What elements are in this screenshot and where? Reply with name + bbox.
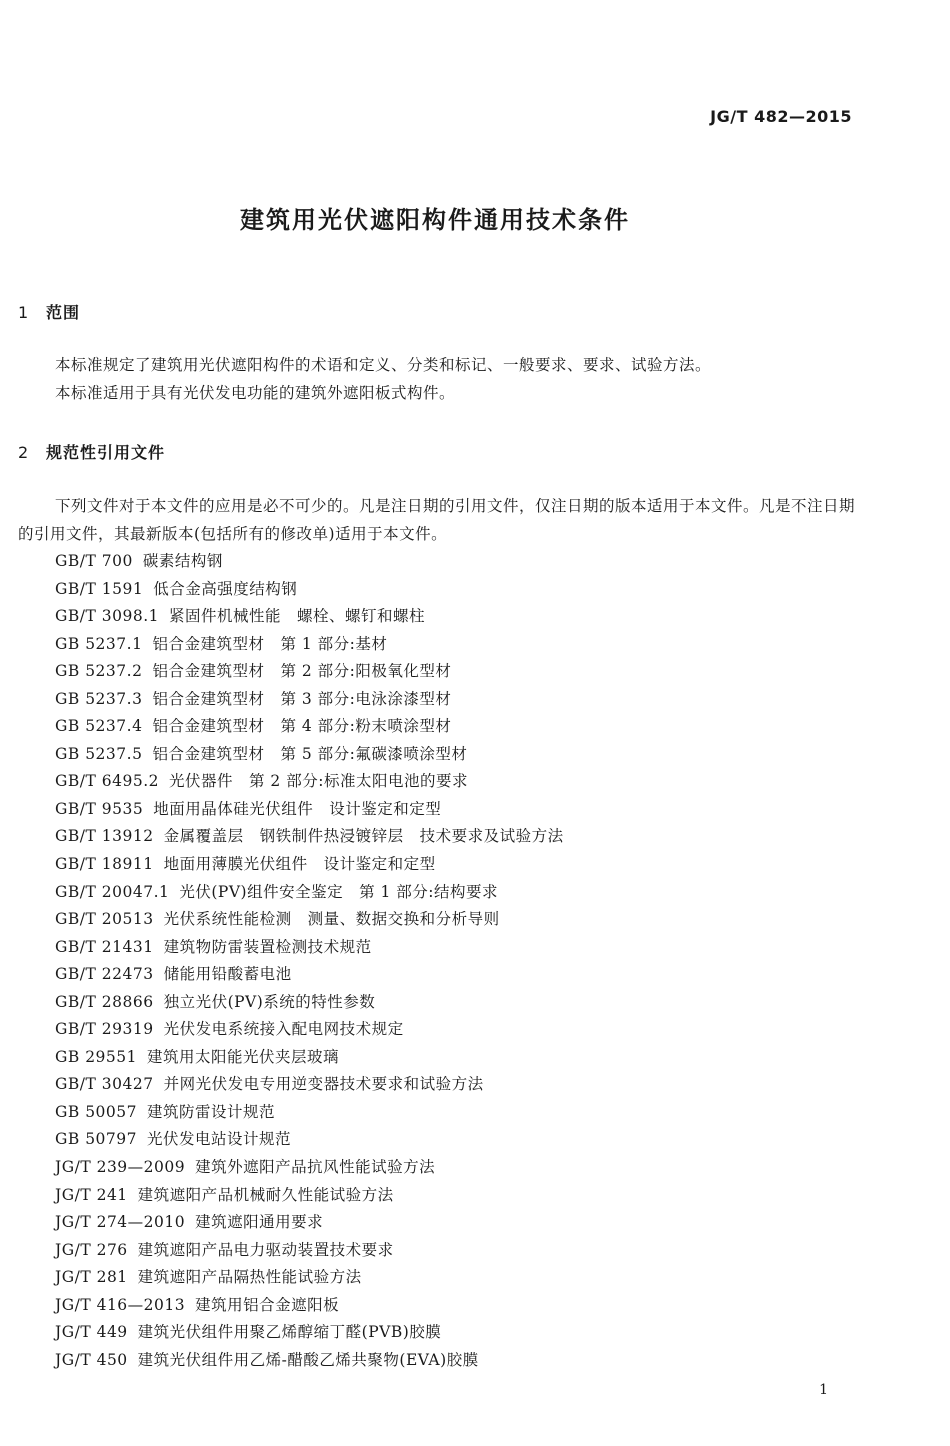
reference-title: 建筑外遮阳产品抗风性能试验方法	[195, 1158, 436, 1177]
reference-code: GB 5237.3	[55, 689, 143, 708]
reference-title: 建筑遮阳通用要求	[195, 1213, 324, 1232]
reference-title: 紧固件机械性能 螺栓、螺钉和螺柱	[169, 607, 426, 626]
section-title: 规范性引用文件	[46, 443, 166, 462]
reference-item	[55, 796, 564, 824]
reference-item	[55, 686, 564, 714]
reference-code: GB 5237.1	[55, 634, 143, 653]
reference-title: 地面用薄膜光伏组件 设计鉴定和定型	[163, 855, 436, 874]
reference-item	[55, 1182, 564, 1210]
reference-title: 建筑光伏组件用乙烯-醋酸乙烯共聚物(EVA)胶膜	[137, 1350, 479, 1369]
reference-title: 储能用铅酸蓄电池	[163, 965, 292, 984]
reference-title: 碳素结构钢	[142, 552, 223, 570]
reference-title: 低合金高强度结构钢	[153, 579, 298, 598]
reference-item	[55, 1016, 564, 1044]
reference-code: GB/T 22473	[55, 965, 154, 984]
reference-code: GB/T 9535	[55, 799, 144, 818]
reference-title: 建筑光伏组件用聚乙烯醇缩丁醛(PVB)胶膜	[137, 1323, 442, 1342]
page-number: 1	[819, 1382, 828, 1398]
reference-item	[55, 1347, 564, 1375]
reference-code: GB/T 700	[55, 552, 133, 570]
reference-title: 铝合金建筑型材 第 2 部分:阳极氧化型材	[152, 662, 452, 681]
reference-code: GB/T 20047.1	[55, 882, 170, 901]
reference-code: GB 5237.5	[55, 744, 143, 763]
section-heading-normative-references	[18, 440, 165, 463]
reference-item	[55, 1154, 564, 1182]
reference-title: 建筑遮阳产品机械耐久性能试验方法	[137, 1185, 394, 1204]
reference-code: GB/T 6495.2	[55, 772, 159, 791]
reference-item	[55, 1209, 564, 1237]
reference-code: JG/T 276	[55, 1240, 128, 1259]
scope-paragraph-2: 本标准适用于具有光伏发电功能的建筑外遮阳板式构件。	[55, 384, 456, 402]
reference-title: 并网光伏发电专用逆变器技术要求和试验方法	[163, 1075, 484, 1094]
reference-item	[55, 823, 564, 851]
reference-code: GB 29551	[55, 1047, 138, 1066]
reference-title: 光伏发电系统接入配电网技术规定	[163, 1020, 404, 1039]
reference-title: 独立光伏(PV)系统的特性参数	[163, 992, 376, 1011]
reference-item	[55, 548, 564, 576]
reference-title: 光伏系统性能检测 测量、数据交换和分析导则	[163, 910, 500, 929]
reference-item	[55, 989, 564, 1017]
reference-title: 铝合金建筑型材 第 4 部分:粉末喷涂型材	[152, 717, 452, 736]
reference-item	[55, 1292, 564, 1320]
section-heading-scope	[18, 300, 80, 323]
reference-item	[55, 741, 564, 769]
reference-title: 建筑防雷设计规范	[147, 1102, 276, 1121]
reference-item	[55, 906, 564, 934]
reference-code: GB 50797	[55, 1130, 138, 1149]
reference-item	[55, 658, 564, 686]
reference-code: JG/T 239—2009	[55, 1158, 186, 1177]
reference-title: 铝合金建筑型材 第 5 部分:氟碳漆喷涂型材	[152, 744, 468, 763]
reference-item	[55, 768, 564, 796]
reference-title: 光伏(PV)组件安全鉴定 第 1 部分:结构要求	[179, 882, 499, 901]
reference-item	[55, 1099, 564, 1127]
reference-title: 建筑物防雷装置检测技术规范	[163, 937, 372, 956]
reference-code: GB 5237.4	[55, 717, 143, 736]
reference-item	[55, 1071, 564, 1099]
reference-item	[55, 934, 564, 962]
reference-item	[55, 961, 564, 989]
reference-code: JG/T 449	[55, 1323, 128, 1342]
reference-title: 建筑遮阳产品隔热性能试验方法	[137, 1268, 362, 1287]
reference-code: JG/T 416—2013	[55, 1295, 186, 1314]
reference-item	[55, 713, 564, 741]
reference-code: GB 50057	[55, 1102, 138, 1121]
reference-item	[55, 603, 564, 631]
reference-title: 建筑遮阳产品电力驱动装置技术要求	[137, 1240, 394, 1259]
references-intro: 下列文件对于本文件的应用是必不可少的。凡是注日期的引用文件，仅注日期的版本适用于本文件。凡是不注日期的引用文件，其最新版本(包括所有的修改单)适用于本文件。	[18, 497, 856, 543]
scope-paragraph-1: 本标准规定了建筑用光伏遮阳构件的术语和定义、分类和标记、一般要求、要求、试验方法。	[55, 356, 712, 374]
standard-code: JG/T 482—2015	[710, 107, 852, 126]
reference-title: 光伏发电站设计规范	[147, 1130, 292, 1149]
reference-item	[55, 1126, 564, 1154]
reference-code: GB/T 30427	[55, 1075, 154, 1094]
reference-item	[55, 1237, 564, 1265]
reference-item	[55, 576, 564, 604]
reference-item	[55, 631, 564, 659]
reference-item	[55, 1264, 564, 1292]
reference-code: GB/T 3098.1	[55, 607, 159, 626]
reference-code: GB/T 13912	[55, 827, 154, 846]
section-number: 2	[18, 443, 30, 462]
reference-item	[55, 1044, 564, 1072]
reference-code: GB/T 29319	[55, 1020, 154, 1039]
document-title: 建筑用光伏遮阳构件通用技术条件	[240, 206, 630, 234]
reference-item	[55, 851, 564, 879]
reference-title: 光伏器件 第 2 部分:标准太阳电池的要求	[169, 772, 468, 791]
section-number: 1	[18, 303, 30, 322]
reference-code: JG/T 274—2010	[55, 1213, 186, 1232]
reference-code: GB/T 20513	[55, 910, 154, 929]
reference-code: GB/T 1591	[55, 579, 144, 598]
reference-list	[55, 548, 564, 1374]
reference-code: GB/T 28866	[55, 992, 154, 1011]
reference-item	[55, 1319, 564, 1347]
reference-title: 建筑用太阳能光伏夹层玻璃	[147, 1047, 340, 1066]
reference-title: 铝合金建筑型材 第 1 部分:基材	[152, 634, 388, 653]
reference-title: 金属覆盖层 钢铁制件热浸镀锌层 技术要求及试验方法	[163, 827, 564, 846]
reference-code: JG/T 450	[55, 1350, 128, 1369]
section-title: 范围	[46, 303, 81, 322]
reference-title: 地面用晶体硅光伏组件 设计鉴定和定型	[153, 799, 442, 818]
reference-code: GB/T 18911	[55, 855, 154, 874]
reference-code: JG/T 281	[55, 1268, 128, 1287]
reference-code: GB/T 21431	[55, 937, 154, 956]
reference-title: 建筑用铝合金遮阳板	[195, 1295, 340, 1314]
reference-code: JG/T 241	[55, 1185, 128, 1204]
reference-code: GB 5237.2	[55, 662, 143, 681]
reference-item	[55, 879, 564, 907]
reference-title: 铝合金建筑型材 第 3 部分:电泳涂漆型材	[152, 689, 452, 708]
